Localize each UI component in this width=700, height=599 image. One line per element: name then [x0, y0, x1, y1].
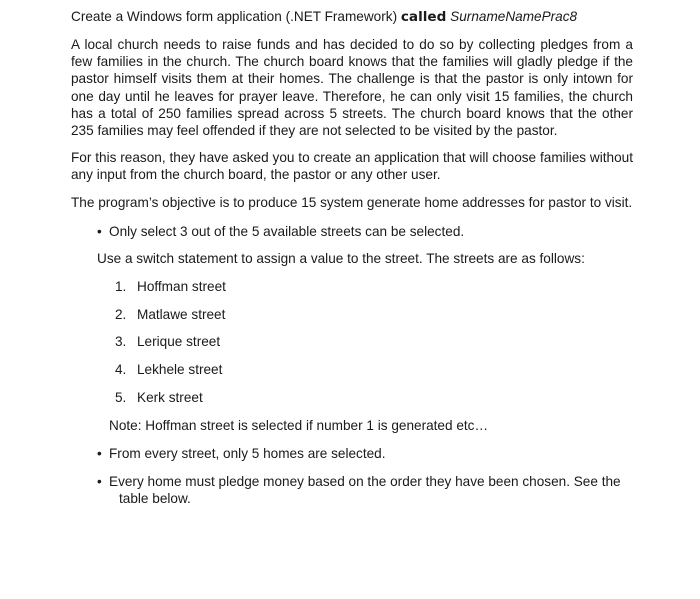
bullet-text-pledge-line2: table below. — [119, 491, 191, 507]
list-number: 2. — [115, 306, 127, 322]
reason-paragraph: For this reason, they have asked you to create an application that will choose families without any input from the church board, the pastor or any other user. — [71, 150, 633, 183]
intro-paragraph: A local church needs to raise funds and has decided to do so by collecting pledges from a few families in the church. The church board knows that the families will gladly pledge if the pastor himself visits them at their homes. The challenge is that the pastor is only intown for one day until he leaves for prayer leave. Therefore, he can only visit 15 families, the church has a total of 250 families spread across 5 streets. The church board knows that the other 235 families may feel offended if they are not selected to be visited by the pastor. — [71, 37, 633, 139]
list-number: 5. — [115, 390, 127, 406]
heading-prefix: Create a Windows form application (.NET Framework) — [71, 9, 401, 24]
list-item — [71, 361, 633, 378]
street-note: Note: Hoffman street is selected if number 1 is generated etc… — [109, 417, 489, 433]
list-item — [71, 389, 633, 406]
objective-paragraph: The program’s objective is to produce 15 system generate home addresses for pastor to visit. — [71, 194, 633, 210]
document-body — [71, 8, 633, 508]
list-item — [71, 473, 633, 507]
street-name: Lekhele street — [137, 362, 223, 378]
bullet-marker: • — [97, 474, 102, 490]
requirements-list — [71, 223, 633, 240]
bullet-marker: • — [97, 446, 102, 462]
list-item — [71, 278, 633, 295]
list-number: 1. — [115, 278, 127, 294]
bullet-marker: • — [97, 223, 102, 239]
streets-list — [71, 278, 633, 406]
heading-project-name: SurnameNamePrac8 — [450, 9, 578, 24]
street-name: Kerk street — [137, 390, 203, 406]
bullet-text-pledge-line1: Every home must pledge money based on the order they have been chosen. See the — [109, 474, 621, 490]
bullet-text-streets: Only select 3 out of the 5 available streets can be selected. — [109, 223, 465, 239]
list-item — [71, 306, 633, 323]
list-item — [71, 333, 633, 350]
switch-instruction: Use a switch statement to assign a value to the street. The streets are as follows: — [97, 251, 585, 267]
list-item — [71, 445, 633, 462]
street-name: Matlawe street — [137, 306, 226, 322]
list-number: 3. — [115, 334, 127, 350]
list-item — [71, 223, 633, 240]
heading-called: called — [400, 9, 447, 25]
street-name: Lerique street — [137, 334, 221, 350]
street-name: Hoffman street — [137, 278, 226, 294]
list-number: 4. — [115, 362, 127, 378]
document-heading — [71, 8, 633, 26]
bullet-text-homes: From every street, only 5 homes are selected. — [109, 446, 386, 462]
